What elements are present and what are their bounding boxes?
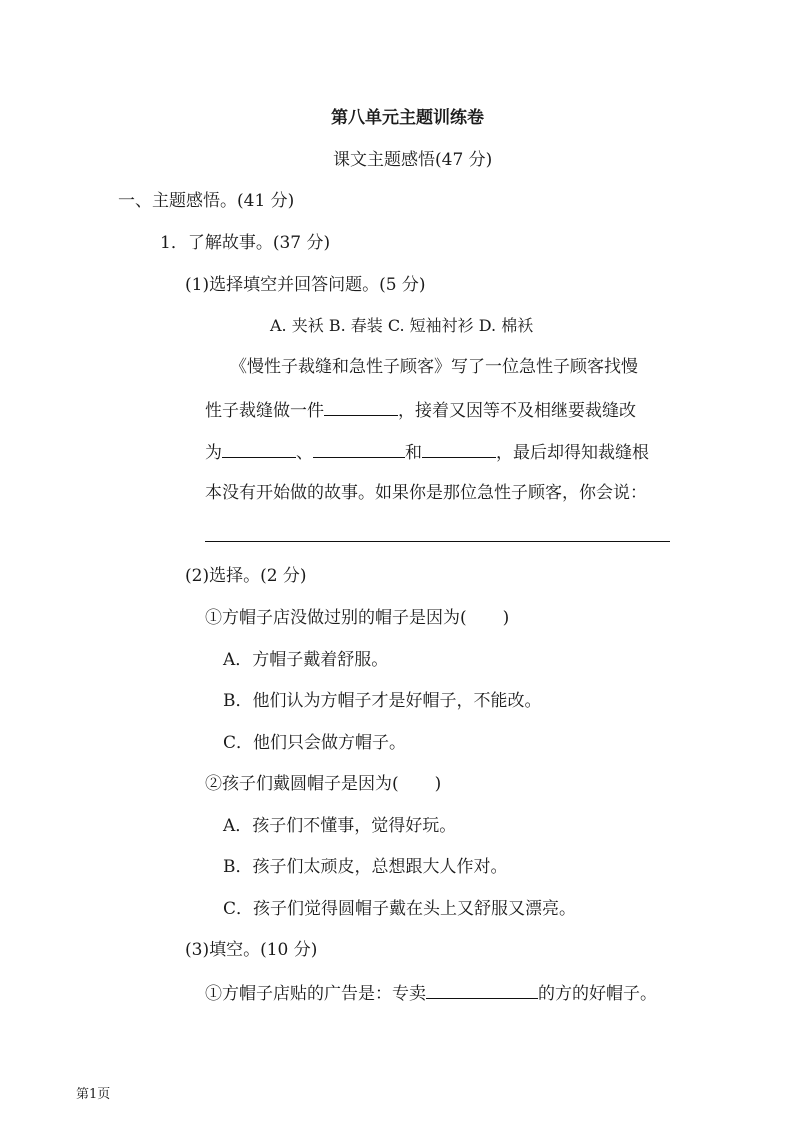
text: 为 <box>205 443 222 463</box>
text: 、 <box>296 443 313 463</box>
text: ，最后却得知裁缝根 <box>496 443 649 463</box>
part-3-question-1 <box>205 980 657 1006</box>
text: 性子裁缝做一件 <box>205 401 324 421</box>
part-2-question-2 <box>205 772 441 796</box>
option-b: B．他们认为方帽子才是好帽子，不能改。 <box>223 691 542 711</box>
question-1-heading: 1．了解故事。(37 分) <box>160 233 331 253</box>
option-b: B．孩子们太顽皮，总想跟大人作对。 <box>223 857 508 877</box>
option-a: A．方帽子戴着舒服。 <box>223 650 389 670</box>
part-1-heading: (1)选择填空并回答问题。(5 分) <box>185 275 426 295</box>
part-2-question-1 <box>205 606 509 630</box>
part-1-options: A. 夹袄 B. 春装 C. 短袖衬衫 D. 棉袄 <box>270 316 534 335</box>
paragraph-line-1: 《慢性子裁缝和急性子顾客》写了一位急性子顾客找慢 <box>230 357 638 377</box>
answer-blank-1[interactable] <box>324 397 398 416</box>
page-subtitle: 课文主题感悟(47 分) <box>333 150 493 170</box>
paragraph-line-2 <box>205 397 636 423</box>
text: 的方的好帽子。 <box>538 984 657 1004</box>
part-2-heading: (2)选择。(2 分) <box>185 566 307 586</box>
text: ②孩子们戴圆帽子是因为( <box>205 774 399 794</box>
page-number: 第1页 <box>76 1087 111 1102</box>
answer-blank-5[interactable] <box>426 980 538 999</box>
paragraph-line-4: 本没有开始做的故事。如果你是那位急性子顾客，你会说： <box>205 483 647 503</box>
paragraph-line-3 <box>205 439 649 465</box>
answer-blank-4[interactable] <box>422 439 496 458</box>
option-a: A．孩子们不懂事，觉得好玩。 <box>223 816 457 836</box>
section-heading: 一、主题感悟。(41 分) <box>118 191 295 211</box>
text: ①方帽子店没做过别的帽子是因为( <box>205 608 467 628</box>
answer-blank-2[interactable] <box>222 439 296 458</box>
page-title: 第八单元主题训练卷 <box>331 108 484 128</box>
answer-blank-3[interactable] <box>313 439 405 458</box>
text: ①方帽子店贴的广告是：专卖 <box>205 984 426 1004</box>
part-3-heading: (3)填空。(10 分) <box>185 940 318 960</box>
text: ，接着又因等不及相继要裁缝改 <box>398 401 636 421</box>
text: ) <box>502 608 510 628</box>
text: 和 <box>405 443 422 463</box>
option-c: C．孩子们觉得圆帽子戴在头上又舒服又漂亮。 <box>223 899 577 919</box>
option-c: C．他们只会做方帽子。 <box>223 733 407 753</box>
answer-line[interactable] <box>205 541 670 542</box>
text: ) <box>434 774 442 794</box>
